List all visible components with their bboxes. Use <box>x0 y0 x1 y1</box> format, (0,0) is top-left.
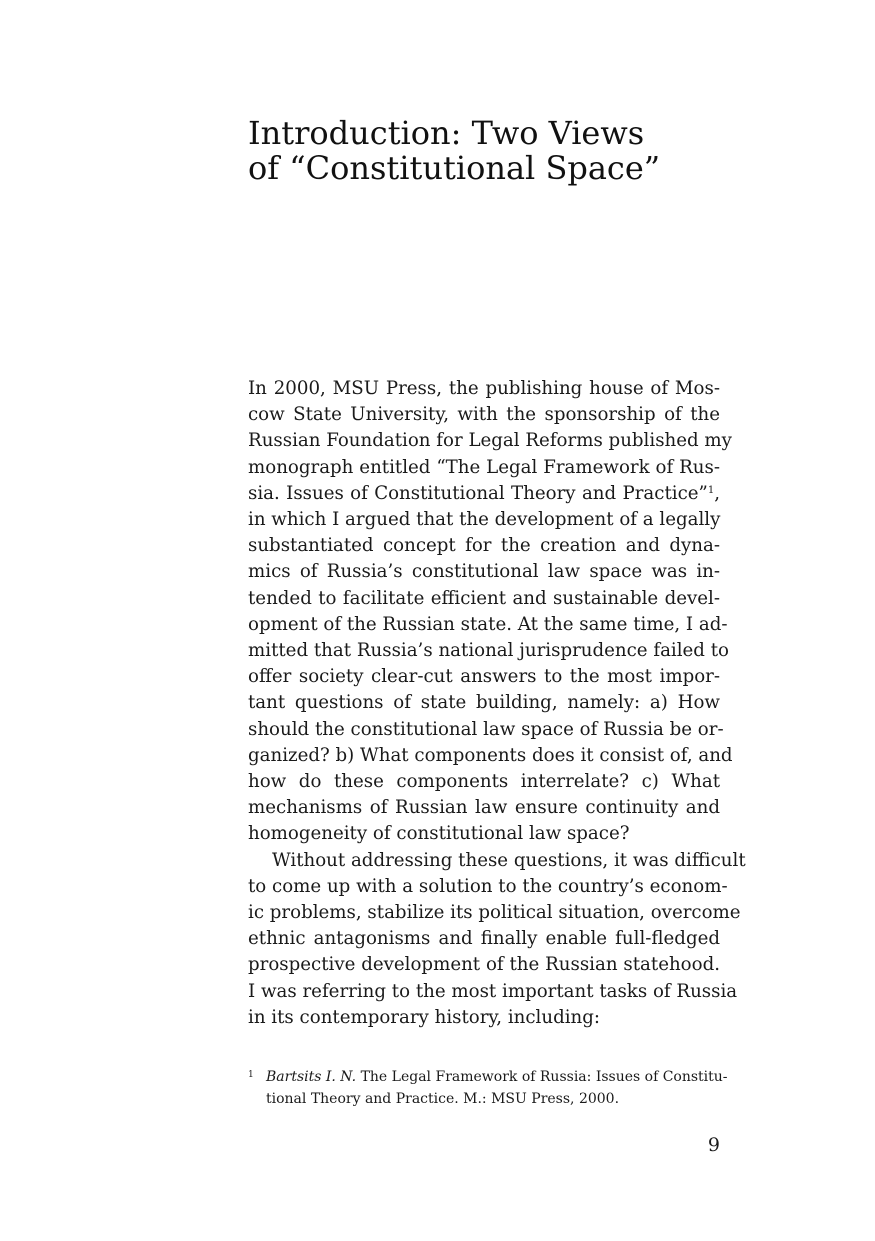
text-line: how do these components interrelate? c) What <box>248 771 720 793</box>
body-text <box>248 376 746 1031</box>
chapter-title <box>248 116 728 186</box>
text-line: opment of the Russian state. At the same time, I ad- <box>248 613 728 635</box>
text-line-content: sia. Issues of Constitutional Theory and Practice” <box>248 482 708 504</box>
text-line: ganized? b) What components does it consist of, and <box>248 744 733 766</box>
footnote-line: tional Theory and Practice. M.: MSU Press, 2000. <box>266 1091 620 1107</box>
footnote <box>248 1066 728 1110</box>
footnote-line <box>266 1066 728 1088</box>
text-line: in its contemporary history, including: <box>248 1006 601 1028</box>
text-line: substantiated concept for the creation and dyna- <box>248 535 720 557</box>
footnote-text <box>266 1066 728 1110</box>
text-line: ic problems, stabilize its political situation, overcome <box>248 902 741 924</box>
text-line-with-footnote <box>248 481 720 507</box>
text-line: offer society clear-cut answers to the most impor- <box>248 666 720 688</box>
footnote-author: Bartsits I. N. <box>266 1069 357 1085</box>
chapter-title-line-1: Introduction: Two Views <box>248 114 645 152</box>
footnote-mark: 1 <box>248 1070 254 1080</box>
footnote-line-1-rest: The Legal Framework of Russia: Issues of Constitu- <box>356 1069 728 1085</box>
text-line: Without addressing these questions, it was difficult <box>272 849 746 871</box>
text-line: to come up with a solution to the country’s econom- <box>248 875 728 897</box>
text-line: I was referring to the most important tasks of Russia <box>248 980 738 1002</box>
text-line: homogeneity of constitutional law space? <box>248 823 630 845</box>
text-line: monograph entitled “The Legal Framework of Rus- <box>248 456 720 478</box>
text-line: mitted that Russia’s national jurisprudence failed to <box>248 640 729 662</box>
text-line: mics of Russia’s constitutional law space was in- <box>248 561 720 583</box>
text-line: tant questions of state building, namely: a) How <box>248 692 720 714</box>
text-line: tended to facilitate efficient and sustainable devel- <box>248 587 720 609</box>
page-number: 9 <box>707 1134 720 1156</box>
text-line: Russian Foundation for Legal Reforms published my <box>248 430 732 452</box>
text-line: In 2000, MSU Press, the publishing house of Mos- <box>248 378 720 399</box>
text-line: ethnic antagonisms and finally enable full-fledged <box>248 928 720 950</box>
footnote-reference[interactable]: 1 <box>707 484 715 496</box>
chapter-title-line-2: of “Constitutional Space” <box>248 149 661 187</box>
text-line: should the constitutional law space of Russia be or- <box>248 718 724 740</box>
footnote-reference-comma: , <box>714 482 720 504</box>
paragraph-1 <box>248 376 733 848</box>
text-line: prospective development of the Russian statehood. <box>248 954 720 976</box>
text-line: mechanisms of Russian law ensure continuity and <box>248 797 720 819</box>
paragraph-2 <box>248 848 746 1031</box>
text-line: in which I argued that the development of a legally <box>248 509 721 531</box>
text-line: cow State University, with the sponsorship of the <box>248 404 720 426</box>
